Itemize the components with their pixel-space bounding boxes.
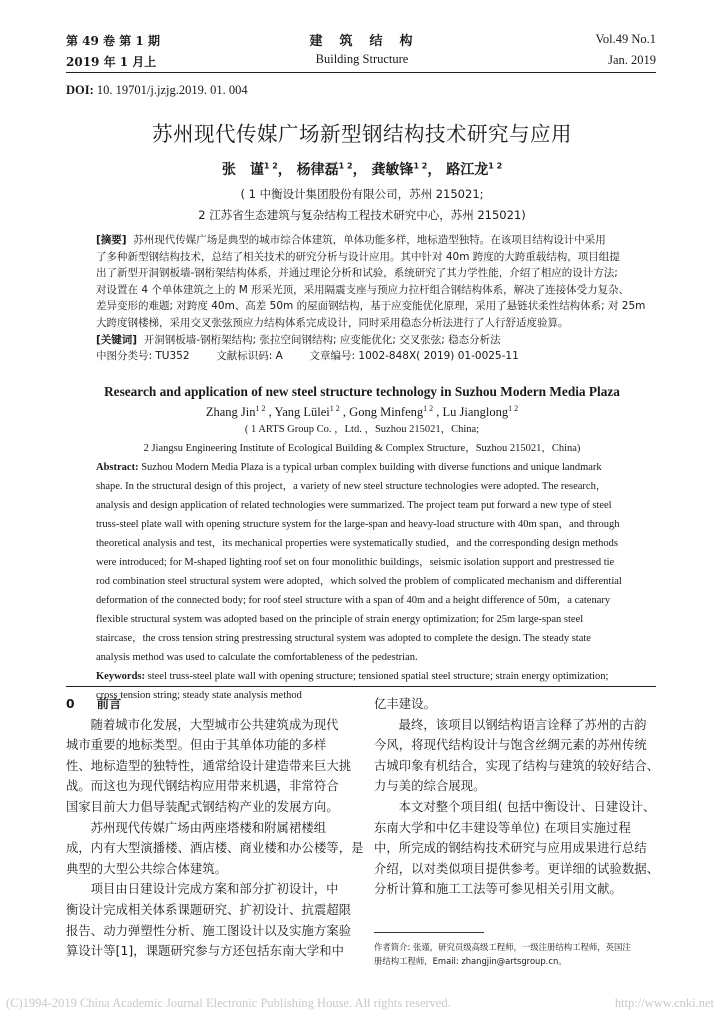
body-line: 性、地标造型的独特性，通常给设计建造带来巨大挑 bbox=[66, 758, 352, 773]
author-cn: 张 谨$^{1 2}$ bbox=[221, 161, 278, 178]
body-line: 随着城市化发展，大型城市公共建筑成为现代 bbox=[90, 717, 339, 732]
abstract-cn-line: 大跨度钢楼梯，采用交叉张弦预应力结构体系完成设计，同时采用稳态分析法进行了人行舒适度验算。 bbox=[96, 316, 569, 329]
body-line: 力与美的综合展现。 bbox=[374, 779, 486, 794]
keywords-en-label: Keywords: bbox=[96, 671, 145, 682]
author-en: Zhang Jin$^{1 2}$ bbox=[205, 404, 266, 420]
section-heading: 0 前言 bbox=[66, 697, 122, 711]
body-line: 今风，将现代结构设计与饱含丝绸元素的苏州传统 bbox=[374, 738, 647, 753]
body-left-column bbox=[66, 694, 364, 962]
affiliation-cn-line: 2 江苏省生态建筑与复杂结构工程技术研究中心，苏州 215021) bbox=[198, 208, 526, 222]
abstract-cn-label: [摘要] bbox=[96, 234, 127, 246]
author-cn: 路江龙$^{1 2}$ bbox=[446, 161, 503, 178]
body-divider bbox=[66, 686, 656, 687]
abstract-cn-line: 了多种新型钢结构技术，总结了相关技术的研究分析与设计应用。其中针对 40m 跨度的大跨重载结构，项目组提 bbox=[96, 250, 620, 263]
body-line: 古城印象有机结合，实现了结构与建筑的较好结合、 bbox=[374, 758, 660, 773]
header-journal-en: Building Structure bbox=[315, 52, 409, 66]
author-en: Gong Minfeng$^{1 2}$ bbox=[349, 404, 434, 420]
abstract-en-line: deformation of the connected body; for roof steel structure with a span of 40m and a height difference of 50m，a catenary bbox=[96, 595, 611, 606]
body-right-column bbox=[374, 694, 658, 900]
abstract-cn-line: 苏州现代传媒广场是典型的城市综合体建筑，单体功能多样，地标造型独特。在该项目结构设计中采用 bbox=[133, 234, 606, 246]
doi-label: DOI: bbox=[66, 83, 94, 97]
affiliation-en-line: ( 1 ARTS Group Co. ，Ltd. ，Suzhou 215021，China; bbox=[244, 424, 480, 435]
author-en: Lu Jianglong$^{1 2}$ bbox=[442, 404, 519, 420]
abstract-en-label: Abstract: bbox=[96, 462, 139, 473]
abstract-en-line: theoretical analysis and test，its mechanical properties were systematically studied，and the corresponding design methods bbox=[96, 538, 618, 549]
abstract-en-line: were introduced; for M-shaped lighting roof set on four monolithic buildings，seismic isolation support and prestressed tie bbox=[96, 557, 615, 568]
abstract-en-line: analysis method was used to calculate the comfortableness of the pedestrian. bbox=[96, 652, 418, 663]
abstract-en-line: rod combination steel structural system were adopted，which solved the problem of complicated mechanism and differential bbox=[96, 576, 622, 587]
abstract-en-line: Suzhou Modern Media Plaza is a typical urban complex building with diverse functions and unique landmark bbox=[141, 462, 602, 473]
author-en: Yang Lülei$^{1 2}$ bbox=[274, 404, 340, 420]
abstract-en-line: shape. In the structural design of this project，a variety of new steel structure technologies were adopted. The research， bbox=[96, 481, 607, 492]
abstract-en-line: flexible structural system was adopted based on the principle of strain energy optimization; for 25m large-span steel bbox=[96, 614, 584, 625]
classification: 中图分类号: TU352 文献标识码: A 文章编号: 1002-848X( 2019) 01-0025-11 bbox=[96, 350, 519, 363]
doi-value[interactable]: 10. 19701/j.jzjg.2019. 01. 004 bbox=[96, 83, 248, 97]
body-line: 算设计等[1]，课题研究参与方还包括东南大学和中 bbox=[66, 944, 345, 959]
header-date-cn: 2019 年 1 月上 bbox=[66, 55, 157, 69]
author-note-line: 作者简介: 张谨，研究员级高级工程师，一级注册结构工程师，英国注 bbox=[374, 942, 631, 952]
title-en: Research and application of new steel structure technology in Suzhou Modern Media Plaza bbox=[104, 384, 620, 399]
authors-en: Zhang Jin$^{1 2}$ , Yang Lülei$^{1 2}$ , Gong Minfeng$^{1 2}$ , Lu Jianglong$^{1 2}$ bbox=[205, 404, 519, 420]
keywords-cn-text: 开洞钢板墙-钢桁架结构; 张拉空间钢结构; 应变能优化; 交叉张弦; 稳态分析法 bbox=[143, 333, 501, 346]
watermark-url[interactable]: http://www.cnki.net bbox=[614, 996, 714, 1010]
body-line: 东南大学和中亿丰建设等单位) 在项目实施过程 bbox=[374, 820, 631, 835]
body-line: 报告、动力弹塑性分析、施工图设计以及实施方案验 bbox=[66, 923, 352, 938]
header-volume-en: Vol.49 No.1 bbox=[595, 32, 656, 46]
body-line: 国家目前大力倡导装配式钢结构产业的发展方向。 bbox=[66, 799, 339, 814]
title-cn: 苏州现代传媒广场新型钢结构技术研究与应用 bbox=[152, 122, 572, 146]
abstract-en bbox=[96, 458, 656, 705]
affiliations-cn bbox=[0, 184, 724, 226]
abstract-cn-line: 对设置在 4 个单体建筑之上的 M 形采光顶，采用隔震支座与预应力拉杆组合钢结构体系，解决了连接体受力复杂、 bbox=[96, 283, 630, 296]
author-note bbox=[374, 940, 658, 968]
keywords-cn-label: [关键词] bbox=[96, 333, 138, 346]
header-date-en: Jan. 2019 bbox=[608, 53, 656, 67]
doi bbox=[66, 83, 248, 98]
affiliation-cn-line: ( 1 中衡设计集团股份有限公司，苏州 215021; bbox=[240, 187, 484, 201]
body-line: 衡设计完成相关体系课题研究、扩初设计、抗震超限 bbox=[66, 902, 352, 917]
header-volume-cn: 第 49 卷 第 1 期 bbox=[66, 34, 160, 48]
affiliation-en-line: 2 Jiangsu Engineering Institute of Ecological Building & Complex Structure，Suzhou 215021，China) bbox=[143, 443, 581, 454]
keywords-en-line: steel truss-steel plate wall with opening structure; tensioned spatial steel structure; strain energy optimization; bbox=[147, 671, 609, 682]
body-line: 本文对整个项目组( 包括中衡设计、日建设计、 bbox=[398, 799, 656, 814]
footnote-rule bbox=[374, 932, 484, 933]
abstract-cn-line: 出了新型开洞钢板墙-钢桁架结构体系，并通过理论分析和试验，系统研究了其力学性能，介绍了相应的设计方法; bbox=[96, 267, 618, 280]
authors-cn: 张 谨$^{1 2}$， 杨律磊$^{1 2}$， 龚敏锋$^{1 2}$， 路江龙$^{1 2}$ bbox=[221, 161, 503, 178]
author-cn: 龚敏锋$^{1 2}$ bbox=[371, 161, 428, 178]
abstract-en-line: staircase，the cross tension string prestressing structural system was adopted to complete the design. The steady state bbox=[96, 633, 591, 644]
body-line: 亿丰建设。 bbox=[374, 697, 436, 711]
abstract-en-line: analysis and design application of related technologies were summarized. The project team put forward a new type of steel bbox=[96, 500, 612, 511]
body-line: 项目由日建设计完成方案和部分扩初设计，中 bbox=[90, 882, 339, 897]
body-line: 城市重要的地标类型。但由于其单体功能的多样 bbox=[66, 738, 327, 753]
header-journal-cn: 建 筑 结 构 bbox=[309, 34, 415, 49]
author-note-line: 册结构工程师，Email: zhangjin@artsgroup.cn。 bbox=[374, 956, 567, 966]
abstract-en-line: truss-steel plate wall with opening structure system for the large-span and heavy-load structure with 40m span，and through bbox=[96, 519, 620, 530]
body-line: 最终，该项目以钢结构语言诠释了苏州的古韵 bbox=[398, 717, 647, 732]
affiliations-en bbox=[0, 420, 724, 458]
body-line: 中，所完成的钢结构技术研究与应用成果进行总结 bbox=[374, 841, 647, 856]
author-cn: 杨律磊$^{1 2}$ bbox=[296, 161, 353, 178]
abstract-cn bbox=[96, 232, 656, 365]
abstract-cn-line: 差异变形的难题; 对跨度 40m、高差 50m 的屋面钢结构，基于应变能优化原理，采用了悬链状柔性结构体系; 对 25m bbox=[96, 300, 646, 313]
body-line: 战。而这也为现代钢结构应用带来机遇，非常符合 bbox=[66, 779, 339, 794]
body-line: 分析计算和施工工法等可参见相关引用文献。 bbox=[374, 882, 622, 897]
header-rule bbox=[66, 72, 656, 73]
body-line: 苏州现代传媒广场由两座塔楼和附属裙楼组 bbox=[90, 820, 327, 835]
keywords-en-line: cross tension string; steady state analysis method bbox=[96, 690, 302, 701]
watermark-copyright: (C)1994-2019 China Academic Journal Electronic Publishing House. All rights reserved. bbox=[6, 996, 451, 1010]
body-line: 成，内有大型演播楼、酒店楼、商业楼和办公楼等，是 bbox=[66, 841, 364, 856]
body-line: 介绍，以对类似项目提供参考。更详细的试验数据、 bbox=[374, 861, 660, 876]
body-line: 典型的大型公共综合体建筑。 bbox=[66, 861, 228, 876]
